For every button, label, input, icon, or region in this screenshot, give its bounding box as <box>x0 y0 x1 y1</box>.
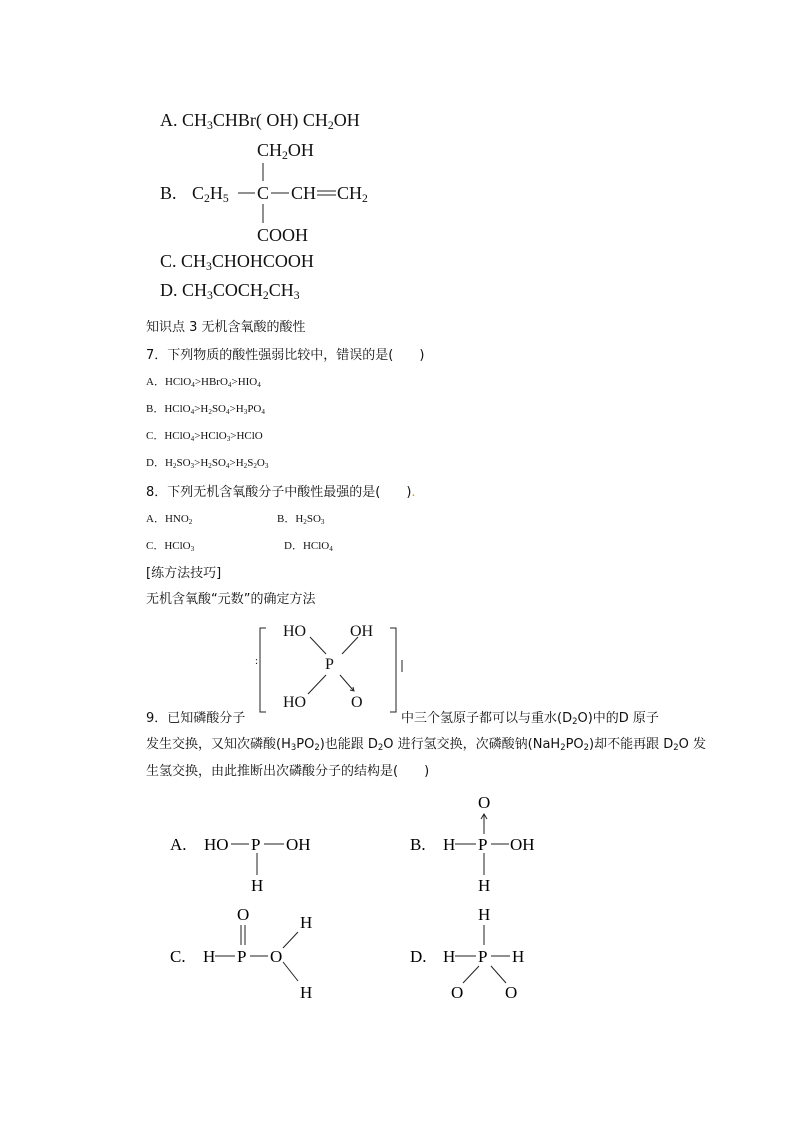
q9-line3: 生氢交换，由此推断出次磷酸分子的结构是( ) <box>146 764 430 779</box>
text-run: >H <box>229 403 244 415</box>
subscript: 2 <box>262 288 269 302</box>
text-run: )却不能再跟 D <box>589 737 674 752</box>
option-letter: C. <box>170 947 186 966</box>
text-run: O <box>256 457 265 469</box>
subscript: 3 <box>293 288 300 302</box>
text-run: 发生交换，又知次磷酸(H <box>146 737 291 752</box>
option-letter: B. <box>160 183 177 203</box>
text-run: O)中的D 原子 <box>577 711 659 726</box>
subscript: 4 <box>225 461 230 470</box>
subscript: 4 <box>261 407 265 416</box>
text-run: >HIO <box>231 376 258 388</box>
subscript: 3 <box>320 517 325 526</box>
text-run: >HClO <box>230 430 263 442</box>
q9-option-c <box>170 905 312 1002</box>
text-run: COCH <box>212 280 263 300</box>
text-run: B．H <box>277 513 304 525</box>
q9-line1 <box>401 707 659 726</box>
oh-group: OH <box>286 835 311 854</box>
option-letter: C. <box>160 251 177 271</box>
formula <box>181 251 314 271</box>
text-run: SO <box>211 457 226 469</box>
subscript: 3 <box>190 461 195 470</box>
ho-group: HO <box>283 694 307 711</box>
ho-group: HO <box>204 835 229 854</box>
formula-center: C <box>257 183 270 203</box>
subscript: 4 <box>227 380 232 389</box>
subscript: 2 <box>172 461 177 470</box>
subscript: 2 <box>188 517 193 526</box>
subscript: 2 <box>208 461 212 470</box>
option-letter: A. <box>160 110 178 130</box>
oxygen: O <box>270 947 283 966</box>
q6-option-d <box>160 280 300 301</box>
practice-subtitle: 无机含氧酸“元数”的确定方法 <box>146 592 316 607</box>
subscript: 2 <box>243 461 248 470</box>
subscript: 2 <box>303 517 307 526</box>
subscript: 3 <box>243 407 248 416</box>
subscript: 3 <box>290 742 297 753</box>
option-letter: B. <box>410 835 426 854</box>
subscript: 4 <box>257 380 261 389</box>
hydrogen: H <box>300 913 313 932</box>
q7-option-b <box>146 400 265 416</box>
hydrogen: H <box>443 947 456 966</box>
text-run: >H <box>194 403 209 415</box>
text-run: PO <box>247 403 262 415</box>
text-run: H <box>209 183 223 203</box>
subscript: 3 <box>226 434 231 443</box>
text-run: 中三个氢原子都可以与重水(D <box>401 711 573 726</box>
text-run: SO <box>176 457 191 469</box>
q8-option-d <box>284 537 333 553</box>
formula <box>182 280 300 300</box>
subscript: 2 <box>327 118 334 132</box>
text-run: CHBr( OH) CH <box>212 110 328 130</box>
text-run: CH <box>291 183 317 203</box>
oxygen: O <box>451 983 464 1002</box>
formula-bottom: COOH <box>257 225 309 245</box>
subscript: 2 <box>282 148 288 162</box>
phosphorus: P <box>251 835 261 854</box>
phosphorus: P <box>325 656 334 673</box>
subscript: 2 <box>362 191 368 205</box>
subscript: 2 <box>314 742 320 753</box>
text-run: B．HClO <box>146 403 191 415</box>
hydrogen: H <box>203 947 216 966</box>
text-run: CH <box>181 251 207 271</box>
text-run: OH <box>333 110 360 130</box>
text-run: CH <box>337 183 363 203</box>
oxygen: O <box>505 983 518 1002</box>
text-run: >H <box>194 457 209 469</box>
text-run: D．H <box>146 457 173 469</box>
q7-option-c <box>146 427 263 443</box>
text-run: SO <box>211 403 226 415</box>
subscript: 3 <box>190 544 195 553</box>
subscript: 2 <box>377 742 384 753</box>
bond-lines <box>0 0 794 260</box>
q9-option-a <box>170 835 311 895</box>
q6-option-c <box>160 251 314 272</box>
subscript: 3 <box>206 259 212 273</box>
mark-dot: . <box>411 485 416 500</box>
text-run: CH <box>182 280 208 300</box>
subscript: 3 <box>207 118 213 132</box>
oxygen: O <box>478 793 491 812</box>
text-run: >H <box>229 457 244 469</box>
subscript: 2 <box>253 461 257 470</box>
q9-option-b <box>410 793 535 895</box>
q8-option-a <box>146 510 192 526</box>
text-run: C．HClO <box>146 540 191 552</box>
q8-stem-text: 8．下列无机含氧酸分子中酸性最强的是( ) <box>146 485 412 500</box>
q7-option-d <box>146 454 268 470</box>
q8-option-c <box>146 537 194 553</box>
oh-group: OH <box>510 835 535 854</box>
q9-option-d <box>410 905 524 1002</box>
phosphorus: P <box>237 947 247 966</box>
text-run: CH <box>268 280 294 300</box>
practice-header: [练方法技巧] <box>146 566 222 581</box>
option-letter: D. <box>160 280 178 300</box>
text-run: OH <box>287 140 314 160</box>
text-run: A．HNO <box>146 513 189 525</box>
text-run: C <box>192 183 205 203</box>
text-run: )也能跟 D <box>319 737 378 752</box>
q7-stem: 7．下列物质的酸性强弱比较中，错误的是( ) <box>146 348 425 363</box>
q7-option-a <box>146 373 261 389</box>
hydrogen: H <box>443 835 456 854</box>
phosphorus: P <box>478 947 488 966</box>
subscript: 2 <box>583 742 590 753</box>
subscript: 2 <box>208 407 212 416</box>
text-run: S <box>247 457 254 469</box>
oxygen: O <box>351 694 363 711</box>
subscript: 4 <box>190 434 195 443</box>
hydrogen: H <box>300 983 313 1002</box>
subscript: 2 <box>673 742 679 753</box>
subscript: 3 <box>207 288 213 302</box>
hydrogen: H <box>512 947 525 966</box>
text-run: CHOHCOOH <box>211 251 314 271</box>
subscript: 2 <box>560 742 566 753</box>
subscript: 4 <box>226 407 230 416</box>
text-run: A．HClO <box>146 376 192 388</box>
text-run: >HClO <box>194 430 227 442</box>
oh-group: OH <box>350 623 374 640</box>
phosphorus: P <box>478 835 488 854</box>
colon-mark: : <box>255 655 259 667</box>
subscript: 4 <box>191 380 195 389</box>
subscript: 4 <box>329 544 333 553</box>
text-run: O 进行氢交换，次磷酸钠(NaH <box>383 737 561 752</box>
oxygen: O <box>237 905 250 924</box>
subscript: 2 <box>204 191 210 205</box>
q8-option-b <box>277 510 325 526</box>
text-run: D．HClO <box>284 540 330 552</box>
section-title: 知识点 3 无机含氧酸的酸性 <box>146 320 306 335</box>
option-letter: D. <box>410 947 427 966</box>
hydrogen: H <box>478 905 491 924</box>
text-run: CH <box>257 140 283 160</box>
text-run: C．HClO <box>146 430 191 442</box>
text-run: SO <box>306 513 321 525</box>
subscript: 3 <box>264 461 269 470</box>
ho-group: HO <box>283 623 307 640</box>
subscript: 4 <box>190 407 195 416</box>
q9-lead: 9．已知磷酸分子 <box>146 711 246 726</box>
q9-options <box>0 780 794 1020</box>
q9-line2 <box>146 733 706 752</box>
hydrogen: H <box>251 876 264 895</box>
text-run: CH <box>182 110 208 130</box>
text-run: PO <box>296 737 315 752</box>
subscript: 5 <box>222 191 229 205</box>
option-letter: A. <box>170 835 187 854</box>
subscript: 2 <box>572 716 578 727</box>
hydrogen: H <box>478 876 491 895</box>
text-run: O 发 <box>678 737 706 752</box>
text-run: >HBrO <box>194 376 228 388</box>
q8-stem <box>146 481 416 500</box>
text-run: PO <box>565 737 584 752</box>
